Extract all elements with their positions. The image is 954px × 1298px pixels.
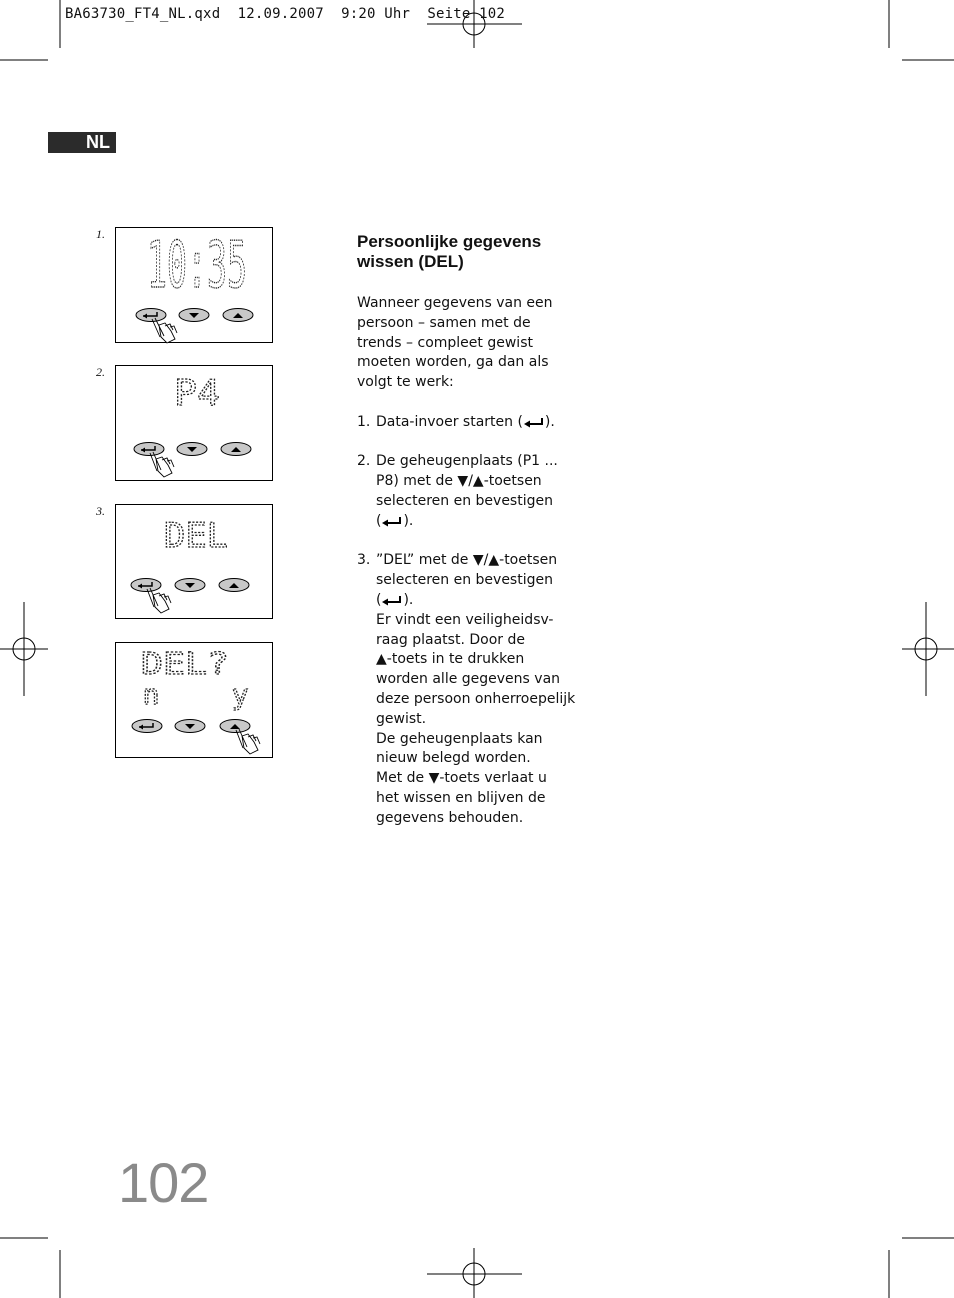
step-3-line-6: -toets in te drukken [386, 651, 525, 668]
enter-button [134, 443, 164, 456]
step-3-line-12: Met de [376, 770, 429, 787]
intro-line: Wanneer gegevens van een [357, 295, 553, 311]
lcd-text-question: DEL? [141, 647, 229, 682]
button-row [134, 443, 251, 456]
button-row [136, 309, 253, 322]
intro-line: persoon – samen met de [357, 314, 531, 331]
step-2-line-2-end: -toetsen [483, 473, 542, 490]
figure-1-display [115, 227, 273, 343]
down-arrow-icon: ▼ [472, 552, 484, 569]
step-3-line-13: het wissen en blijven de [376, 789, 546, 806]
figure-2-display [115, 365, 273, 481]
figure-4-display [115, 642, 273, 758]
language-tab: NL [48, 132, 116, 153]
up-arrow-icon: ▲ [472, 473, 484, 490]
down-arrow-icon: ▼ [428, 770, 440, 787]
step-3-line-11: nieuw belegd worden. [376, 750, 531, 767]
step-2 [357, 452, 587, 472]
enter-icon [381, 595, 403, 605]
step-3-line-5: raag plaatst. Door de [376, 631, 525, 648]
step-2-line-3: selecteren en bevestigen [376, 492, 553, 509]
step-3-paren-open: ( [376, 591, 382, 608]
enter-icon [381, 516, 403, 526]
lcd-text: P4 [174, 373, 220, 414]
step-2-number: 2. [357, 453, 371, 470]
enter-button [131, 579, 161, 592]
step-3-line-4: Er vindt een veiligheidsv- [376, 611, 554, 628]
step-3 [357, 551, 587, 571]
slash: / [468, 473, 473, 490]
up-arrow-icon: ▲ [488, 552, 500, 569]
step-3-line-2: selecteren en bevestigen [376, 572, 553, 589]
step-1-end: ). [544, 413, 555, 430]
up-arrow-icon: ▲ [376, 651, 387, 668]
step-2-paren-open: ( [376, 512, 382, 529]
section-title [357, 232, 587, 272]
step-1 [357, 413, 587, 433]
page-number: 102 [118, 1151, 209, 1214]
enter-button [136, 309, 166, 322]
lcd-text-no: n [142, 678, 160, 711]
print-slug: BA63730_FT4_NL.qxd 12.09.2007 9:20 Uhr Seite 102 [65, 6, 506, 22]
step-3-line-1: ”DEL” met de [376, 552, 473, 569]
enter-icon [523, 417, 545, 427]
lcd-text: DEL [164, 516, 228, 556]
step-3-line-12-end: -toets verlaat u [439, 770, 547, 787]
instructions [357, 294, 587, 829]
step-1-number: 1. [357, 413, 371, 430]
step-3-line-7: worden alle gegevens van [376, 671, 561, 688]
enter-button [132, 720, 162, 733]
down-arrow-icon: ▼ [457, 473, 469, 490]
button-row [131, 579, 249, 592]
step-3-line-14: gegevens behouden. [376, 809, 524, 826]
figure-1-number: 1. [96, 227, 105, 241]
intro-line: volgt te werk: [357, 374, 454, 391]
button-row [132, 720, 250, 733]
slash: / [483, 552, 489, 569]
intro-line: trends – compleet gewist [357, 334, 533, 351]
step-3-line-1-end: -toetsen [499, 552, 558, 569]
step-2-line-1: De geheugenplaats (P1 ... [376, 453, 558, 470]
step-3-paren-close: ). [403, 591, 414, 608]
section-title-line-2: wissen (DEL) [357, 252, 464, 271]
lcd-text: 10:35 [147, 229, 247, 303]
figure-2-number: 2. [96, 365, 105, 379]
step-2-paren-close: ). [403, 512, 414, 529]
step-3-line-8: deze persoon onherroepelijk [376, 690, 576, 707]
step-3-line-9: gewist. [376, 710, 427, 727]
figure-3-number: 3. [96, 504, 105, 518]
lcd-text-yes: y [231, 678, 249, 711]
step-2-line-2: P8) met de [376, 473, 458, 490]
step-3-line-10: De geheugenplaats kan [376, 730, 543, 747]
step-3-number: 3. [357, 552, 371, 569]
step-1-text: Data-invoer starten ( [376, 413, 523, 430]
figure-3-display [115, 504, 273, 619]
intro-line: moeten worden, ga dan als [357, 354, 549, 371]
section-title-line-1: Persoonlijke gegevens [357, 232, 542, 251]
